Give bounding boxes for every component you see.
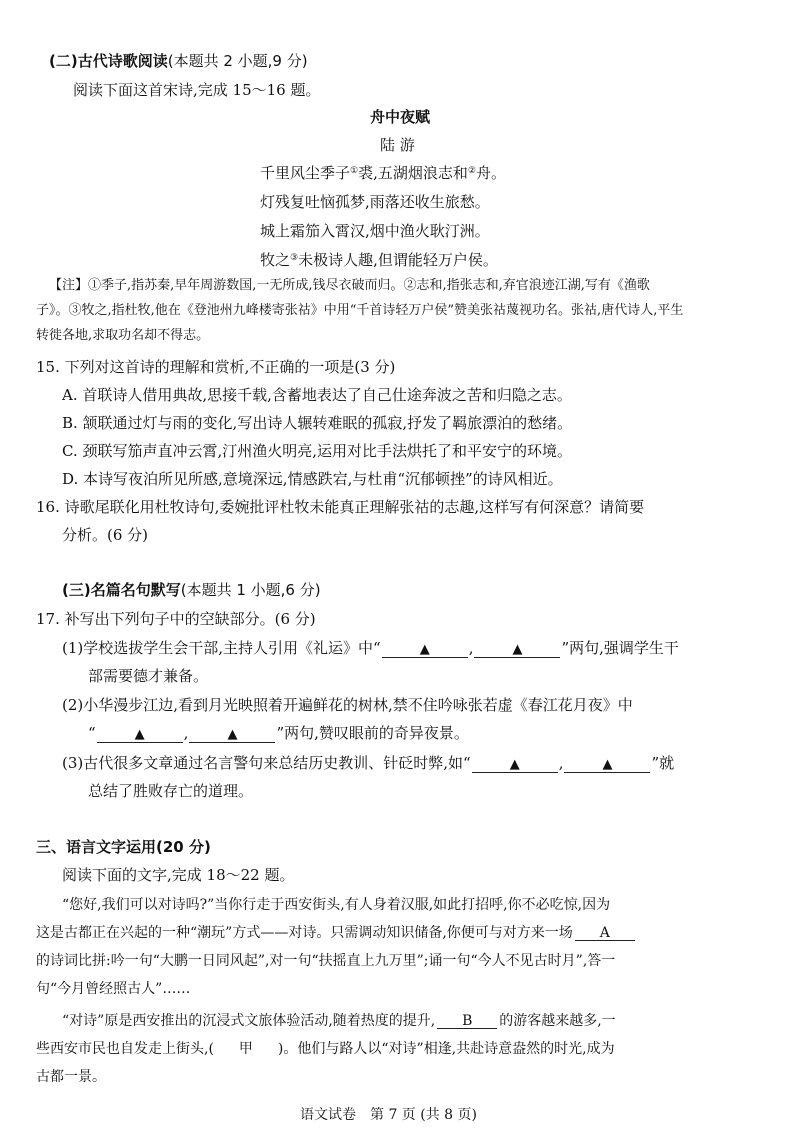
note-line-2: 子》。③牧之,指杜牧,他在《登池州九峰楼寄张祜》中用“千首诗轻万户侯”赞美张祜蔑视功名。张祜,唐代诗人,平生 xyxy=(36,303,684,318)
poem-line-4-b: 未极诗人趣,但谓能轻万户侯。 xyxy=(298,251,498,269)
section3-heading: (三)名篇名句默写 xyxy=(62,581,181,599)
q17-part3-blank-1[interactable] xyxy=(472,756,558,773)
q16-line-1: 16. 诗歌尾联化用杜牧诗句,委婉批评杜牧未能真正理解张祜的志趣,这样写有何深意？请简要 xyxy=(36,498,645,516)
answer-marker-icon: ▲ xyxy=(134,727,145,742)
q17-part3-prefix: (3)古代很多文章通过名言警句来总结历史教训、针砭时弊,如“ xyxy=(62,754,471,772)
passage-line-5-pre: “对诗”原是西安推出的沉浸式文旅体验活动,随着热度的提升, xyxy=(62,1013,436,1029)
q17-part2-suffix: ”两句,赞叹眼前的奇异夜景。 xyxy=(276,724,469,742)
answer-marker-icon: ▲ xyxy=(602,757,613,772)
passage-line-6-pre: 些西安市民也自发走上街头,( xyxy=(36,1041,214,1057)
page-footer: 语文试卷 第 7 页 (共 8 页) xyxy=(300,1107,477,1123)
passage-blank-a[interactable]: A xyxy=(575,926,635,941)
poem-title: 舟中夜赋 xyxy=(370,108,431,126)
q15-option-d: D. 本诗写夜泊所见所感,意境深远,情感跌宕,与杜甫“沉郁顿挫”的诗风相近。 xyxy=(62,470,563,488)
passage-line-2-text: 这是古都正在兴起的一种“潮玩”方式——对诗。只需调动知识储备,你便可与对方来一场 xyxy=(36,925,573,941)
q17-stem: 17. 补写出下列句子中的空缺部分。(6 分) xyxy=(36,610,316,628)
passage-line-5-post: 的游客越来越多,一 xyxy=(499,1013,616,1029)
section3-heading-note: (本题共 1 小题,6 分) xyxy=(180,581,321,599)
section2-instruction: 阅读下面这首宋诗,完成 15～16 题。 xyxy=(73,81,321,99)
poem-line-3: 城上霜笳入霄汉,烟中渔火耿汀洲。 xyxy=(260,222,490,240)
poem-line-4 xyxy=(260,253,498,268)
passage-line-7: 古都一景。 xyxy=(36,1069,106,1085)
passage-line-4: 句“今月曾经照古人”…… xyxy=(36,981,191,997)
q17-part2-blank-1[interactable] xyxy=(97,726,183,743)
q17-open-quote: “ xyxy=(88,724,96,742)
q15-option-c: C. 颈联写笳声直冲云霄,汀州渔火明亮,运用对比手法烘托了和平安宁的环境。 xyxy=(62,442,573,460)
answer-marker-icon: ▲ xyxy=(227,727,238,742)
q17-part3-suffix: ”就 xyxy=(651,754,675,772)
part3-heading-note: (20 分) xyxy=(156,838,211,856)
answer-marker-icon: ▲ xyxy=(509,757,520,772)
section2-heading: (二)古代诗歌阅读 xyxy=(49,52,168,70)
q17-comma: , xyxy=(558,754,564,772)
q16-line-2: 分析。(6 分) xyxy=(62,526,149,544)
footnote-mark-2: ② xyxy=(467,166,476,176)
part3-heading: 三、语言文字运用 xyxy=(36,838,157,856)
passage-blank-b[interactable]: B xyxy=(437,1014,497,1029)
answer-marker-icon: ▲ xyxy=(419,642,430,657)
poem-line-1 xyxy=(260,166,506,181)
part3-instruction: 阅读下面的文字,完成 18～22 题。 xyxy=(62,866,295,884)
q17-comma: , xyxy=(183,724,189,742)
q17-part2-line2 xyxy=(88,726,469,743)
footnote-mark-3: ③ xyxy=(290,253,299,263)
q17-part3-line2: 总结了胜败存亡的道理。 xyxy=(88,782,254,800)
passage-line-2 xyxy=(36,926,637,941)
q17-part2-blank-2[interactable] xyxy=(189,726,275,743)
poem-line-2: 灯残复吐恼孤梦,雨落还收生旅愁。 xyxy=(260,193,490,211)
passage-line-6 xyxy=(36,1042,615,1056)
q17-part1-prefix: (1)学校选拔学生会干部,主持人引用《礼运》中“ xyxy=(62,639,381,657)
q17-part2-line1: (2)小华漫步江边,看到月光映照着开遍鲜花的树林,禁不住吟咏张若虚《春江花月夜》中 xyxy=(62,696,633,714)
passage-line-6-post: )。他们与路人以“对诗”相逢,共赴诗意盎然的时光,成为 xyxy=(277,1041,615,1057)
q17-comma: , xyxy=(468,639,474,657)
q17-part1-suffix: ”两句,强调学生干 xyxy=(561,639,679,657)
passage-line-5 xyxy=(62,1014,616,1029)
section3-heading-line xyxy=(62,583,321,598)
q17-part1-blank-1[interactable] xyxy=(382,641,468,658)
q17-part3-line1 xyxy=(62,756,674,773)
q15-stem: 15. 下列对这首诗的理解和赏析,不正确的一项是(3 分) xyxy=(36,358,396,376)
q15-option-b: B. 颔联通过灯与雨的变化,写出诗人辗转难眠的孤寂,抒发了羁旅漂泊的愁绪。 xyxy=(62,414,573,432)
answer-marker-icon: ▲ xyxy=(512,642,523,657)
poem-author: 陆 游 xyxy=(380,136,415,154)
q17-part1-blank-2[interactable] xyxy=(474,641,560,658)
passage-line-3: 的诗词比拼:吟一句“大鹏一日同风起”,对一句“扶摇直上九万里”;诵一句“今人不见古时月”,答一 xyxy=(36,953,616,969)
part3-heading-line xyxy=(36,840,211,855)
q17-part1-line1 xyxy=(62,641,679,658)
note-line-3: 转徙各地,求取功名却不得志。 xyxy=(36,328,210,343)
section2-heading-line xyxy=(49,54,308,69)
q17-part3-blank-2[interactable] xyxy=(564,756,650,773)
note-line-1: 【注】①季子,指苏秦,早年周游数国,一无所成,钱尽衣破而归。②志和,指张志和,弃官浪迹江湖,写有《渔歌 xyxy=(49,278,650,293)
poem-line-1-b: 裘,五湖烟浪志和 xyxy=(358,164,468,182)
passage-blank-jia[interactable]: 甲 xyxy=(238,1041,253,1057)
q17-part1-line2: 部需要德才兼备。 xyxy=(88,667,209,685)
poem-line-4-a: 牧之 xyxy=(260,251,291,269)
poem-line-1-a: 千里风尘季子 xyxy=(260,164,351,182)
q15-option-a: A. 首联诗人借用典故,思接千载,含蓄地表达了自己仕途奔波之苦和归隐之志。 xyxy=(62,386,572,404)
poem-line-1-c: 舟。 xyxy=(475,164,506,182)
section2-heading-note: (本题共 2 小题,9 分) xyxy=(167,52,308,70)
footnote-mark-1: ① xyxy=(350,166,359,176)
passage-line-1: “您好,我们可以对诗吗?”当你行走于西安街头,有人身着汉服,如此打招呼,你不必吃惊,因为 xyxy=(62,897,611,913)
